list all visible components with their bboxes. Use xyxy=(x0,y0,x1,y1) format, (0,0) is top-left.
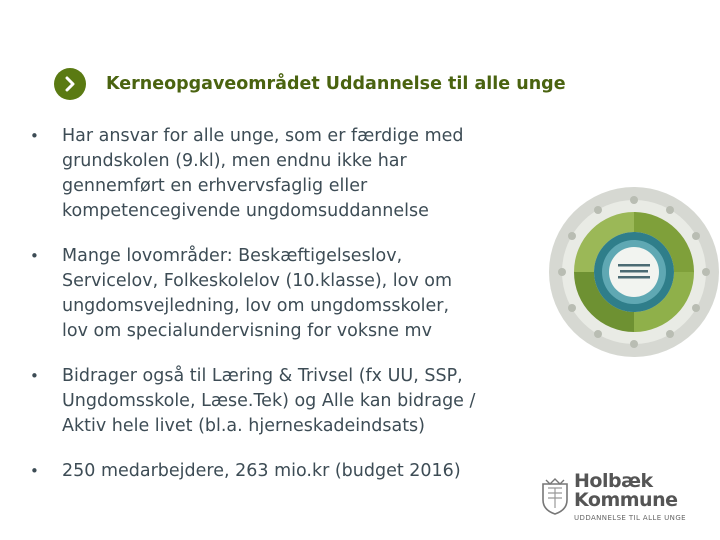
holbaek-kommune-logo xyxy=(538,470,720,526)
bullet-line: Bidrager også til Læring & Trivsel (fx UU, SSP, xyxy=(62,366,463,386)
slide-title-row xyxy=(54,68,566,100)
bullet-item xyxy=(30,459,550,484)
bullet-dot: • xyxy=(30,462,39,480)
bullet-line: lov om specialundervisning for voksne mv xyxy=(62,321,432,341)
bullet-line: grundskolen (9.kl), men endnu ikke har xyxy=(62,151,407,171)
bullet-line: Servicelov, Folkeskolelov (10.klasse), lov om xyxy=(62,271,453,291)
bullet-line: Ungdomsskole, Læse.Tek) og Alle kan bidrage / xyxy=(62,391,476,411)
chevron-right-icon xyxy=(54,68,86,100)
bullet-line: Mange lovområder: Beskæftigelseslov, xyxy=(62,246,403,266)
bullet-item xyxy=(30,124,550,224)
logo-name-line2: Kommune xyxy=(574,489,678,511)
bullet-line: Har ansvar for alle unge, som er færdige med xyxy=(62,126,464,146)
bullet-dot: • xyxy=(30,247,39,265)
bullet-line: 250 medarbejdere, 263 mio.kr (budget 2016) xyxy=(62,461,461,481)
bullet-dot: • xyxy=(30,127,39,145)
municipal-crest-icon xyxy=(540,476,570,516)
bullet-line: Aktiv hele livet (bl.a. hjerneskadeindsats) xyxy=(62,416,425,436)
logo-name-line1: Holbæk xyxy=(574,470,653,492)
kerneopgave-wheel-graphic xyxy=(548,186,720,358)
slide-title: Kerneopgaveområdet Uddannelse til alle unge xyxy=(106,74,566,94)
bullet-line: gennemført en erhvervsfaglig eller xyxy=(62,176,368,196)
logo-tagline: UDDANNELSE TIL ALLE UNGE xyxy=(574,514,686,522)
bullet-line: kompetencegivende ungdomsuddannelse xyxy=(62,201,429,221)
bullet-dot: • xyxy=(30,367,39,385)
bullet-line: ungdomsvejledning, lov om ungdomsskoler, xyxy=(62,296,450,316)
bullet-item xyxy=(30,364,550,439)
bullet-item xyxy=(30,244,550,344)
logo-wordmark xyxy=(574,472,677,510)
bullet-list xyxy=(30,124,550,504)
